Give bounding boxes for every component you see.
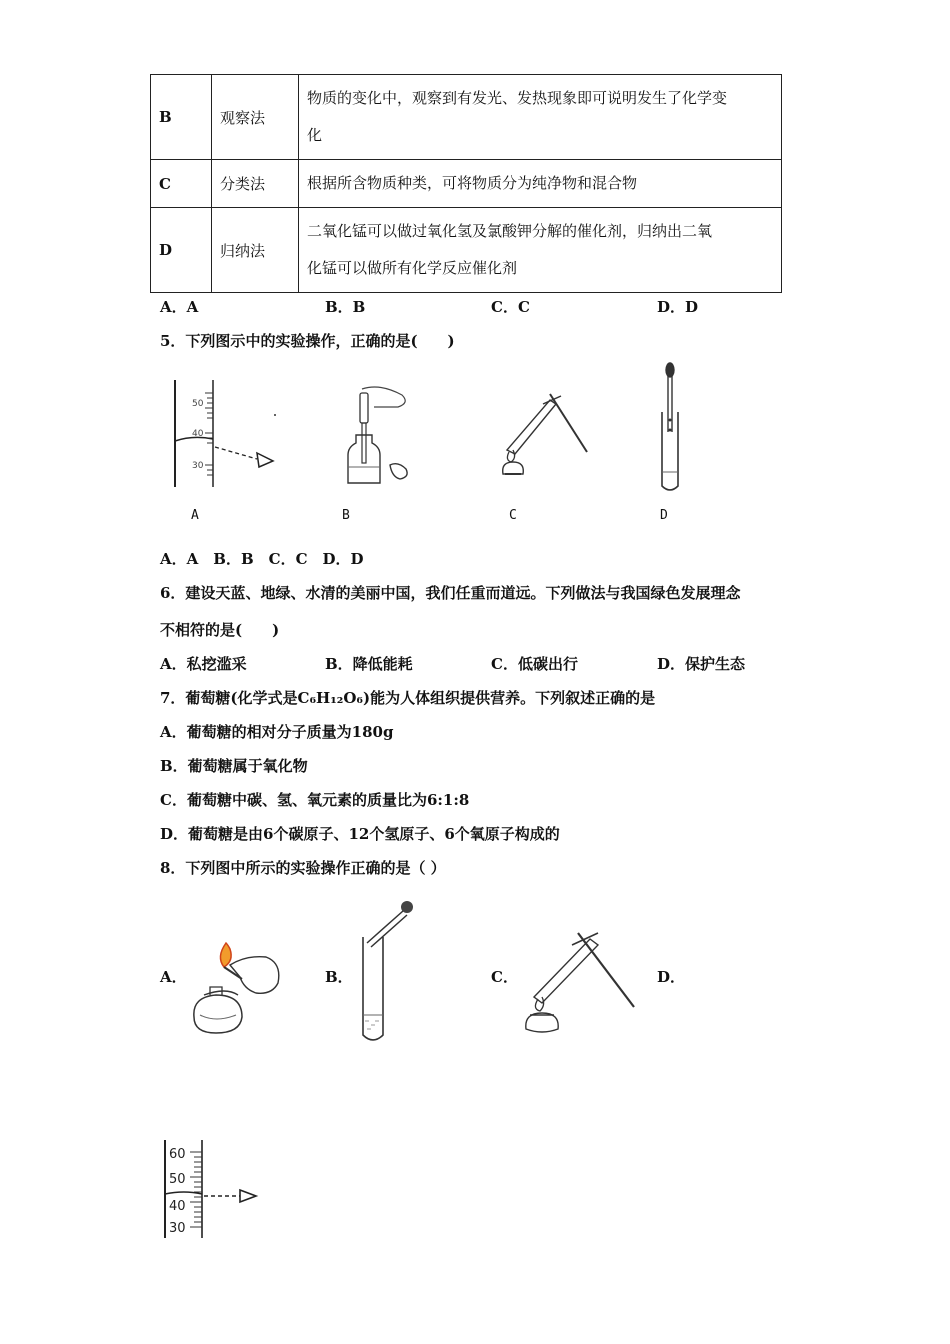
q5-fig-label-c: C [509, 508, 517, 523]
table-row [151, 75, 782, 160]
q6-option-d[interactable]: D．保护生态 [657, 655, 746, 673]
row-method: 归纳法 [212, 208, 299, 293]
cylinder-tick-label: 30 [192, 461, 204, 471]
q6-option-c[interactable]: C．低碳出行 [491, 655, 578, 673]
cylinder-tick-label: 60 [169, 1147, 186, 1162]
cylinder-tick-label: 50 [192, 399, 204, 409]
heating-clamp-figure [518, 925, 643, 1040]
q5-fig-label-a: A [191, 508, 199, 523]
cylinder-tick-label: 30 [169, 1221, 186, 1236]
q8-option-c[interactable]: C． [491, 968, 518, 986]
cylinder-reading-figure [165, 375, 285, 495]
heating-tube-figure [495, 390, 595, 485]
q8-option-a[interactable]: A． [160, 968, 187, 986]
row-description [299, 75, 782, 160]
angled-dropper-figure [355, 897, 425, 1045]
dropper-bottle-figure [340, 385, 420, 495]
q6-option-b[interactable]: B．降低能耗 [325, 655, 413, 673]
cylinder-tick-label: 50 [169, 1172, 186, 1187]
row-description-line: 物质的变化中，观察到有发光、发热现象即可说明发生了化学变 [307, 89, 728, 107]
row-letter: D [151, 208, 212, 293]
table-row [151, 208, 782, 293]
table-row [151, 160, 782, 208]
q7-option-d[interactable]: D．葡萄糖是由6个碳原子、12个氢原子、6个氧原子构成的 [160, 825, 560, 843]
cylinder-eye-figure [160, 1138, 270, 1243]
q7-option-a[interactable]: A．葡萄糖的相对分子质量为180g [160, 723, 394, 741]
q8-stem: 8．下列图中所示的实验操作正确的是（ ） [160, 859, 446, 877]
flame-icon [220, 943, 231, 967]
q4-option-d[interactable]: D．D [657, 298, 699, 316]
q7-option-b[interactable]: B．葡萄糖属于氧化物 [160, 757, 308, 775]
q6-stem-line1: 6．建设天蓝、地绿、水清的美丽中国，我们任重而道远。下列做法与我国绿色发展理念 [160, 584, 741, 602]
lamp-lighting-figure [186, 935, 286, 1040]
q5-fig-label-d: D [660, 508, 668, 523]
q5-options[interactable]: A．A B．B C．C D．D [160, 550, 364, 568]
eye-icon [257, 453, 273, 467]
q6-stem-line2: 不相符的是( ) [160, 621, 280, 639]
row-description: 根据所含物质种类，可将物质分为纯净物和混合物 [299, 160, 782, 208]
q5-stem: 5．下列图示中的实验操作，正确的是( ) [160, 332, 455, 350]
row-letter: B [151, 75, 212, 160]
q4-option-a[interactable]: A．A [160, 298, 199, 316]
q8-option-b[interactable]: B． [325, 968, 353, 986]
q8-option-d[interactable]: D． [657, 968, 686, 986]
row-method: 分类法 [212, 160, 299, 208]
cylinder-tick-label: 40 [192, 429, 204, 439]
q6-option-a[interactable]: A．私挖滥采 [160, 655, 247, 673]
q7-option-c[interactable]: C．葡萄糖中碳、氢、氧元素的质量比为6:1:8 [160, 791, 470, 809]
row-description-line: 化锰可以做所有化学反应催化剂 [307, 259, 518, 277]
row-description-line: 化 [307, 126, 323, 144]
eye-icon [240, 1190, 256, 1202]
q4-option-c[interactable]: C．C [491, 298, 530, 316]
q7-stem: 7．葡萄糖(化学式是C₆H₁₂O₆)能为人体组织提供营养。下列叙述正确的是 [160, 689, 656, 707]
row-method: 观察法 [212, 75, 299, 160]
row-description [299, 208, 782, 293]
row-description-line: 二氧化锰可以做过氧化氢及氯酸钾分解的催化剂，归纳出二氧 [307, 222, 713, 240]
q4-option-b[interactable]: B．B [325, 298, 366, 316]
method-table [150, 74, 782, 293]
dropper-tube-figure [650, 362, 690, 497]
q5-fig-label-b: B [342, 508, 350, 523]
cylinder-tick-label: 40 [169, 1199, 186, 1214]
row-letter: C [151, 160, 212, 208]
